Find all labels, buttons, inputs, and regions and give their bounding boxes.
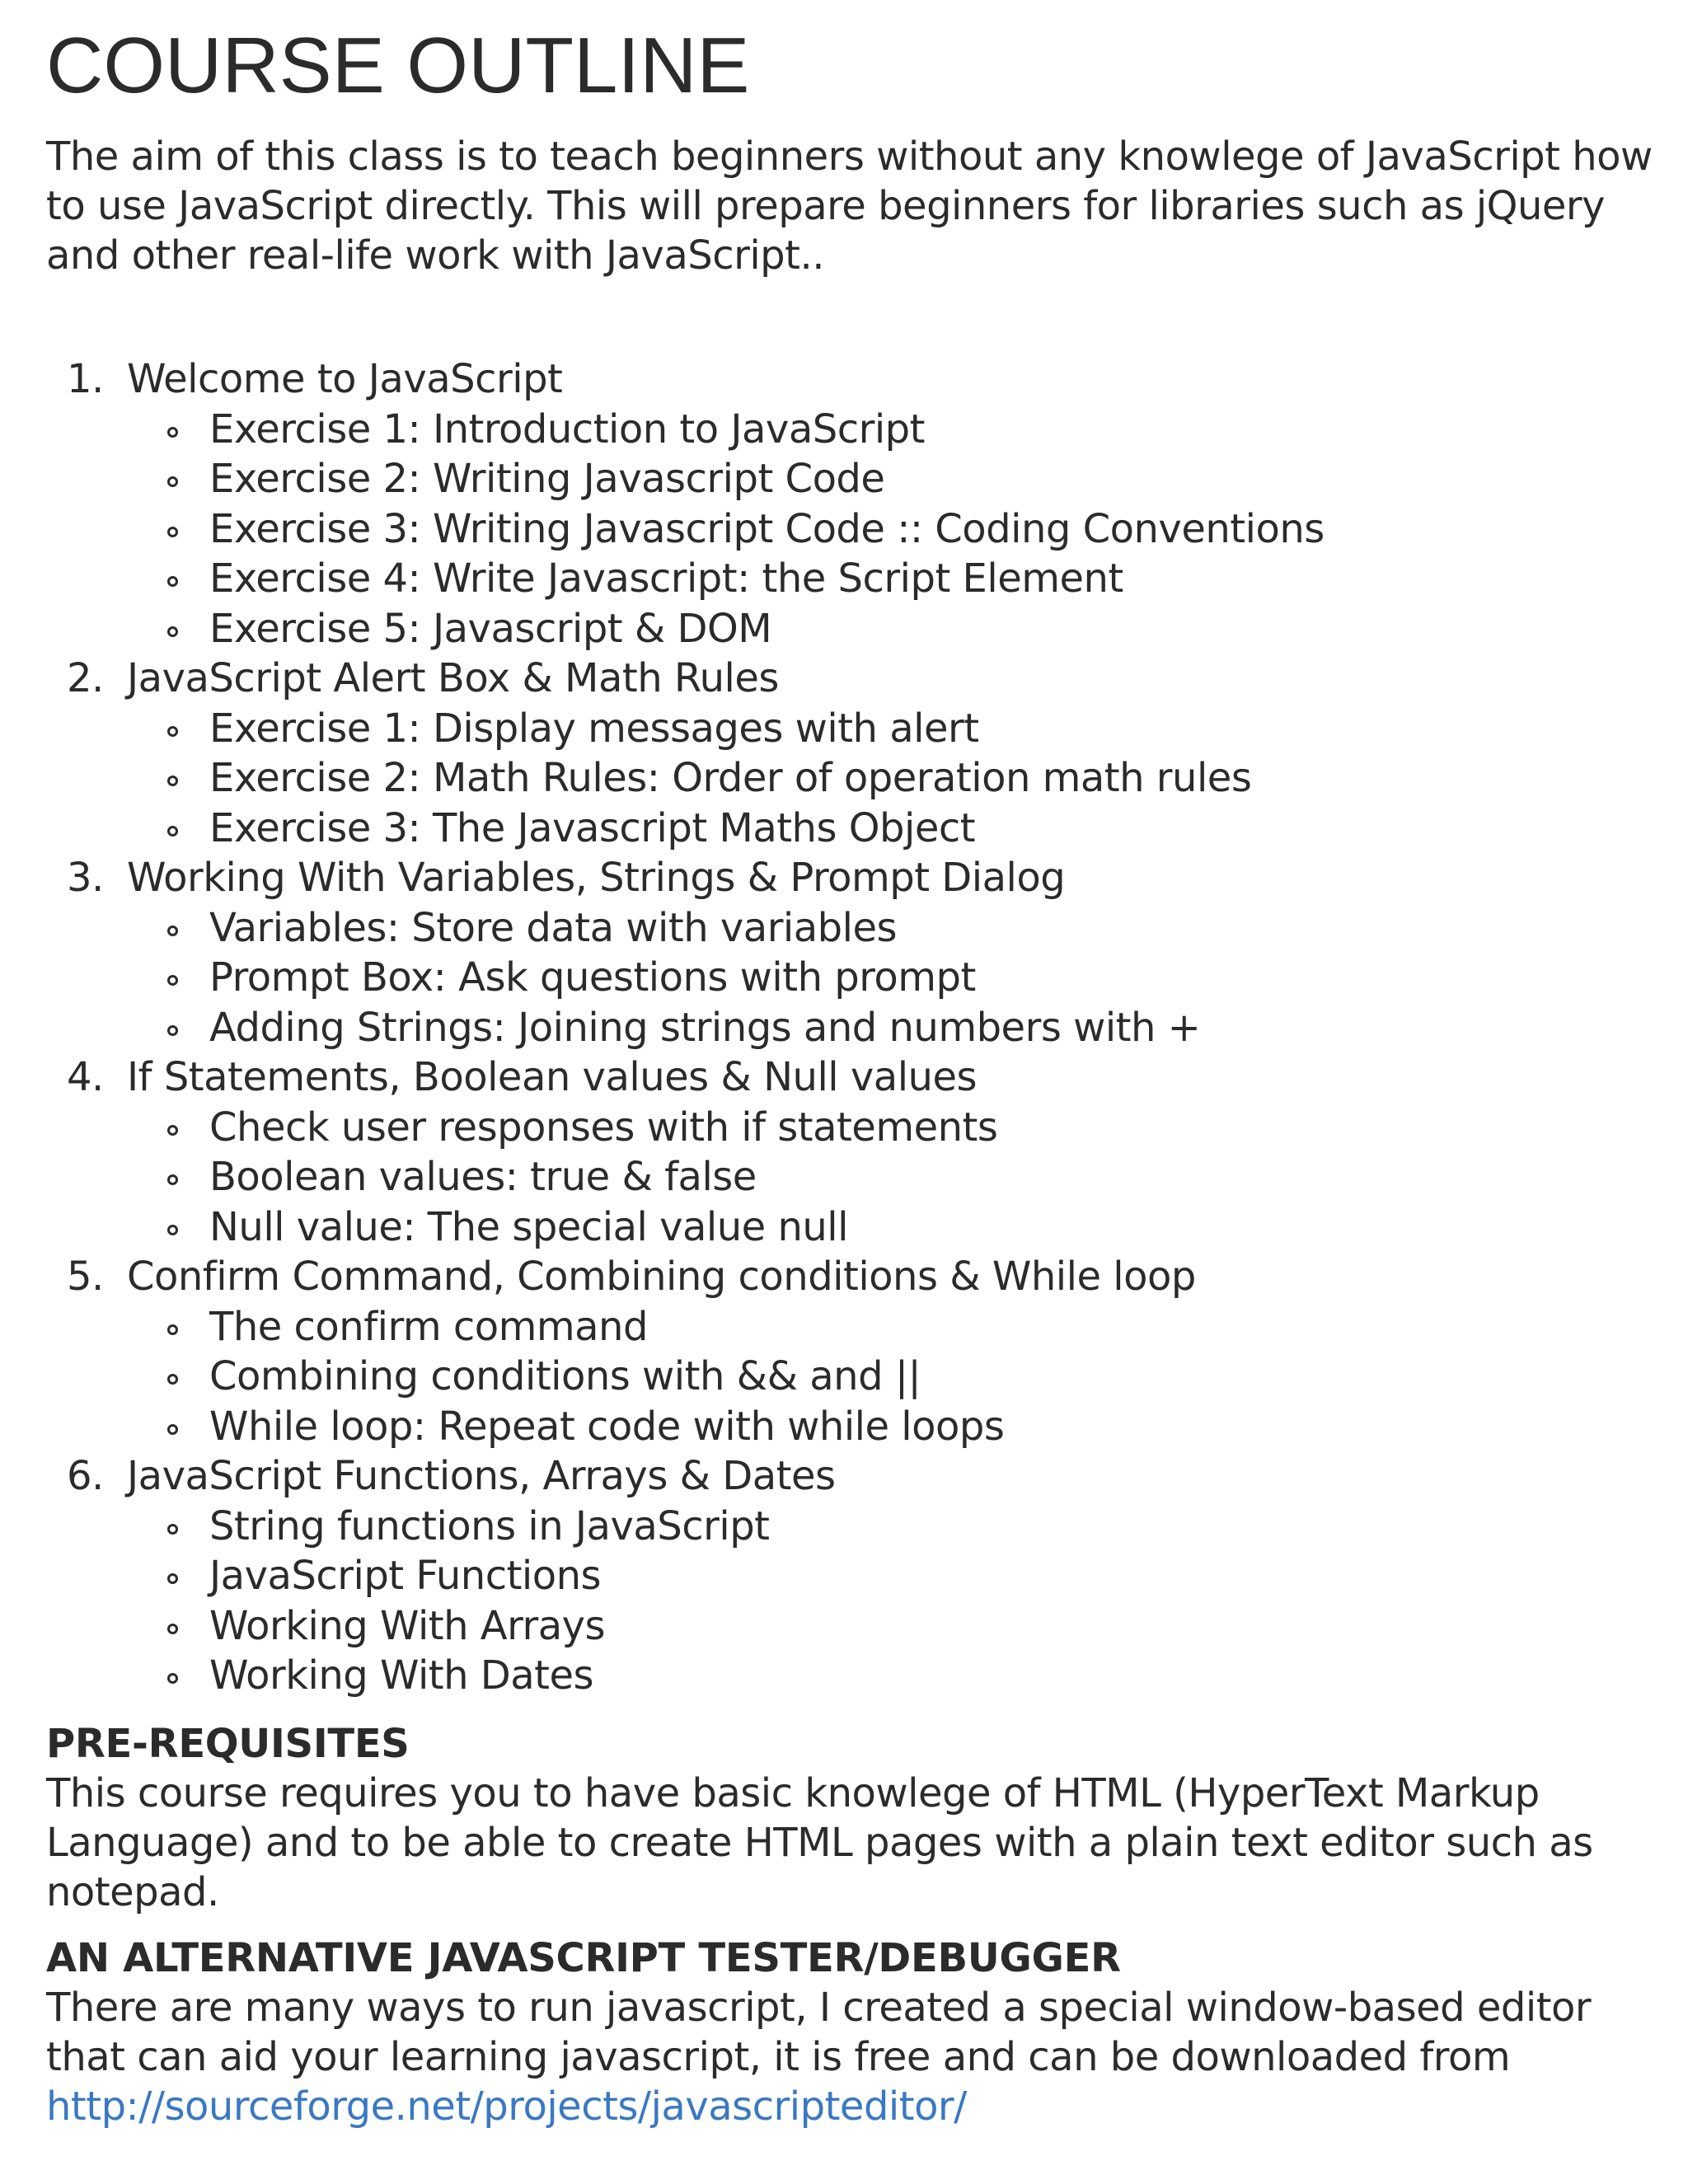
circle-bullet-icon	[167, 975, 178, 986]
list-item-text: Boolean values: true & false	[209, 1154, 757, 1200]
list-item-text: Exercise 5: Javascript & DOM	[209, 605, 772, 652]
list-item-text: Exercise 3: The Javascript Maths Object	[209, 804, 976, 851]
circle-bullet-icon	[167, 527, 178, 537]
sourceforge-link[interactable]: http://sourceforge.net/projects/javascripteditor/	[46, 2083, 967, 2130]
section-label: JavaScript Alert Box & Math Rules	[127, 655, 779, 701]
circle-bullet-icon	[167, 1225, 178, 1235]
exercise-list	[127, 1103, 1662, 1253]
list-item	[127, 1152, 1662, 1202]
list-item	[127, 1502, 1662, 1552]
debugger-heading: AN ALTERNATIVE JAVASCRIPT TESTER/DEBUGGER	[46, 1934, 1121, 1981]
exercise-list	[127, 704, 1662, 854]
circle-bullet-icon	[167, 1673, 178, 1684]
list-item	[127, 704, 1662, 754]
list-item	[127, 953, 1662, 1003]
list-item	[127, 1003, 1662, 1053]
outline-section	[46, 1451, 1662, 1701]
list-item-text: Exercise 1: Introduction to JavaScript	[209, 405, 925, 452]
page-title: COURSE OUTLINE	[46, 21, 750, 110]
circle-bullet-icon	[167, 1424, 178, 1435]
list-item-text: JavaScript Functions	[209, 1553, 602, 1599]
circle-bullet-icon	[167, 1174, 178, 1185]
circle-bullet-icon	[167, 1624, 178, 1634]
list-item	[127, 903, 1662, 954]
circle-bullet-icon	[167, 1374, 178, 1385]
exercise-list	[127, 903, 1662, 1053]
section-label: If Statements, Boolean values & Null values	[127, 1054, 977, 1100]
circle-bullet-icon	[167, 776, 178, 786]
debugger-body: There are many ways to run javascript, I created a special window-based editor that can aid your learning javascript, it is free and can be downloaded from	[46, 1984, 1592, 2080]
circle-bullet-icon	[167, 576, 178, 587]
circle-bullet-icon	[167, 1524, 178, 1535]
exercise-list	[127, 405, 1662, 654]
circle-bullet-icon	[167, 1025, 178, 1036]
section-number: 6.	[67, 1453, 104, 1499]
list-item	[127, 405, 1662, 455]
list-item-text: Exercise 3: Writing Javascript Code :: Coding Conventions	[209, 505, 1325, 552]
list-item	[127, 1651, 1662, 1701]
section-label: Welcome to JavaScript	[127, 356, 563, 402]
circle-bullet-icon	[167, 726, 178, 737]
list-item	[127, 1302, 1662, 1352]
circle-bullet-icon	[167, 1125, 178, 1136]
list-item	[127, 1103, 1662, 1153]
exercise-list	[127, 1302, 1662, 1452]
section-number: 5.	[67, 1254, 104, 1300]
section-number: 2.	[67, 655, 104, 701]
section-number: 1.	[67, 356, 104, 402]
list-item-text: Exercise 2: Writing Javascript Code	[209, 456, 885, 502]
list-item	[127, 454, 1662, 504]
list-item-text: Prompt Box: Ask questions with prompt	[209, 954, 976, 1001]
circle-bullet-icon	[167, 1324, 178, 1335]
list-item-text: Null value: The special value null	[209, 1203, 848, 1250]
list-item	[127, 554, 1662, 604]
prerequisites-text: This course requires you to have basic knowlege of HTML (HyperText Markup Language) and to be able to create HTML pages with a plain text editor such as notepad.	[46, 1769, 1593, 1915]
section-label: JavaScript Functions, Arrays & Dates	[127, 1453, 836, 1499]
list-item-text: While loop: Repeat code with while loops	[209, 1403, 1005, 1450]
list-item-text: Check user responses with if statements	[209, 1104, 998, 1151]
exercise-list	[127, 1502, 1662, 1701]
circle-bullet-icon	[167, 826, 178, 837]
outline-section	[46, 1052, 1662, 1252]
prerequisites-heading: PRE-REQUISITES	[46, 1720, 410, 1767]
list-item	[127, 604, 1662, 654]
list-item	[127, 1551, 1662, 1601]
list-item	[127, 1402, 1662, 1452]
document-page	[46, 16, 1662, 2131]
list-item-text: Working With Arrays	[209, 1602, 606, 1649]
list-item-text: Exercise 1: Display messages with alert	[209, 705, 979, 752]
list-item-text: Variables: Store data with variables	[209, 904, 898, 951]
outline-section	[46, 354, 1662, 654]
section-label: Working With Variables, Strings & Prompt Dialog	[127, 855, 1066, 901]
list-item	[127, 504, 1662, 555]
course-outline-list	[46, 354, 1662, 1701]
list-item-text: Exercise 2: Math Rules: Order of operation math rules	[209, 755, 1252, 801]
outline-section	[46, 853, 1662, 1052]
list-item-text: Adding Strings: Joining strings and numbers with +	[209, 1004, 1201, 1051]
list-item-text: String functions in JavaScript	[209, 1502, 770, 1549]
list-item-text: The confirm command	[209, 1303, 648, 1350]
circle-bullet-icon	[167, 476, 178, 487]
circle-bullet-icon	[167, 926, 178, 936]
section-number: 3.	[67, 855, 104, 901]
intro-paragraph: The aim of this class is to teach beginners without any knowlege of JavaScript how to use JavaScript directly. This will prepare beginners for libraries such as jQuery and other real-life work with JavaScript..	[46, 134, 1653, 279]
section-label: Confirm Command, Combining conditions & While loop	[127, 1254, 1196, 1300]
list-item-text: Working With Dates	[209, 1652, 594, 1699]
outline-section	[46, 654, 1662, 853]
circle-bullet-icon	[167, 626, 178, 637]
section-number: 4.	[67, 1054, 104, 1100]
list-item-text: Exercise 4: Write Javascript: the Script Element	[209, 555, 1123, 602]
list-item	[127, 1601, 1662, 1652]
list-item	[127, 804, 1662, 854]
list-item	[127, 1202, 1662, 1253]
outline-section	[46, 1252, 1662, 1451]
circle-bullet-icon	[167, 1573, 178, 1584]
list-item-text: Combining conditions with && and ||	[209, 1353, 921, 1399]
circle-bullet-icon	[167, 427, 178, 438]
list-item	[127, 753, 1662, 804]
list-item	[127, 1352, 1662, 1402]
debugger-text	[46, 1983, 1662, 2131]
